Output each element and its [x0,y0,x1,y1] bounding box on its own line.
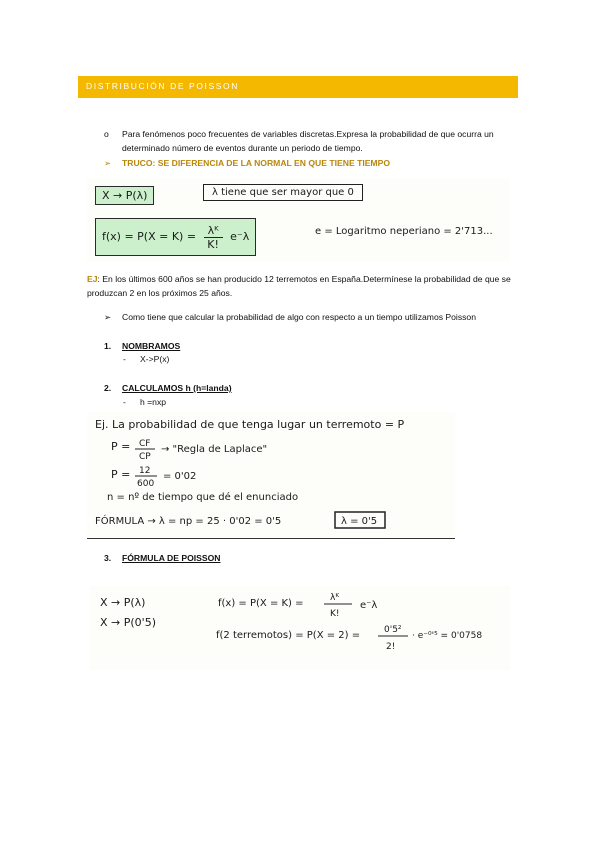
intro-text: Para fenómenos poco frecuentes de variables discretas.Expresa la probabilidad de que ocurra un determinado número de eventos durante un periodo de tiempo. [122,129,494,153]
hw-x-distribution: X → P(λ) [95,186,154,205]
hw-f2-num: 0'5² [384,625,402,635]
hw-result-text: λ = 0'5 [341,516,378,527]
handwritten-image-definition [87,178,509,262]
example-text: : En los últimos 600 años se han producido 12 terremotos en España.Determínese la probabilidad de que se produzcan 2 en los próximos 25 años. [87,274,511,298]
step-number: 3. [104,553,112,563]
hw-n12: 12 [139,466,151,476]
hw-p2-label: P = [111,468,131,481]
hw-f2: f(2 terremotos) = P(X = 2) = [216,630,361,641]
step-title: NOMBRAMOS [122,341,181,351]
example-label: EJ [87,274,98,284]
step-number: 1. [104,341,112,351]
section-header [78,76,518,98]
hw-formula-line: FÓRMULA → λ = np = 25 · 0'02 = 0'5 [95,516,282,527]
hw-f2-exp: · e⁻⁰'⁵ = 0'0758 [412,631,483,641]
hw-exp: e⁻λ [230,230,250,243]
hw-f1: f(x) = P(X = K) = [218,598,304,609]
step-detail: h =nxp [140,397,167,407]
step-number: 2. [104,383,112,393]
step-dash: - [123,397,126,407]
hw-f1-exp: e⁻λ [360,600,378,611]
tip-text: TRUCO: SE DIFERENCIA DE LA NORMAL EN QUE TIENE TIEMPO [122,158,391,168]
hw-n-line: n = nº de tiempo que dé el enunciado [107,492,299,503]
section-title: DISTRIBUCIÓN DE POISSON [86,81,239,91]
hw-f1-den: K! [330,609,340,619]
step-title: FÓRMULA DE POISSON [122,553,221,563]
hw-p-label: P = [111,440,131,453]
hw-fx: f(x) = P(X = K) = [102,230,197,243]
hw-lambda-svg [87,412,455,538]
hw-f2-den: 2! [386,642,396,652]
step-detail: X->P(x) [140,354,170,364]
hw-cp: CP [139,452,151,462]
hw-regla: → "Regla de Laplace" [161,444,268,455]
hw-n600: 600 [137,479,155,489]
hw-x-05: X → P(0'5) [100,616,156,629]
example-paragraph [87,272,511,300]
hw-p2-result: = 0'02 [163,471,197,482]
hw-f1-num: λᴷ [330,593,340,603]
bullet-marker: o [104,129,109,139]
hw-formula-box [95,218,256,256]
hw-poisson-svg [90,586,510,670]
step-dash: - [123,354,126,364]
arrow-bullet-icon: ➢ [104,158,112,168]
hw-line-prob: Ej. La probabilidad de que tenga lugar un terremoto = P [95,418,405,431]
hw-lambda-condition: λ tiene que ser mayor que 0 [203,184,363,201]
hw-frac-den: K! [207,237,219,251]
hw-cf: CF [139,439,151,449]
handwritten-image-poisson-formula [90,586,510,670]
hw-note-e: e = Logaritmo neperiano = 2'713... [315,226,493,237]
step-title: CALCULAMOS h (h=landa) [122,383,232,393]
example-reason: Como tiene que calcular la probabilidad de algo con respecto a un tiempo utilizamos Poisson [122,312,476,322]
handwritten-image-lambda [87,412,455,539]
arrow-bullet-icon: ➢ [104,312,112,322]
hw-x-lambda: X → P(λ) [100,596,146,609]
hw-frac-num: λᴷ [204,224,223,238]
